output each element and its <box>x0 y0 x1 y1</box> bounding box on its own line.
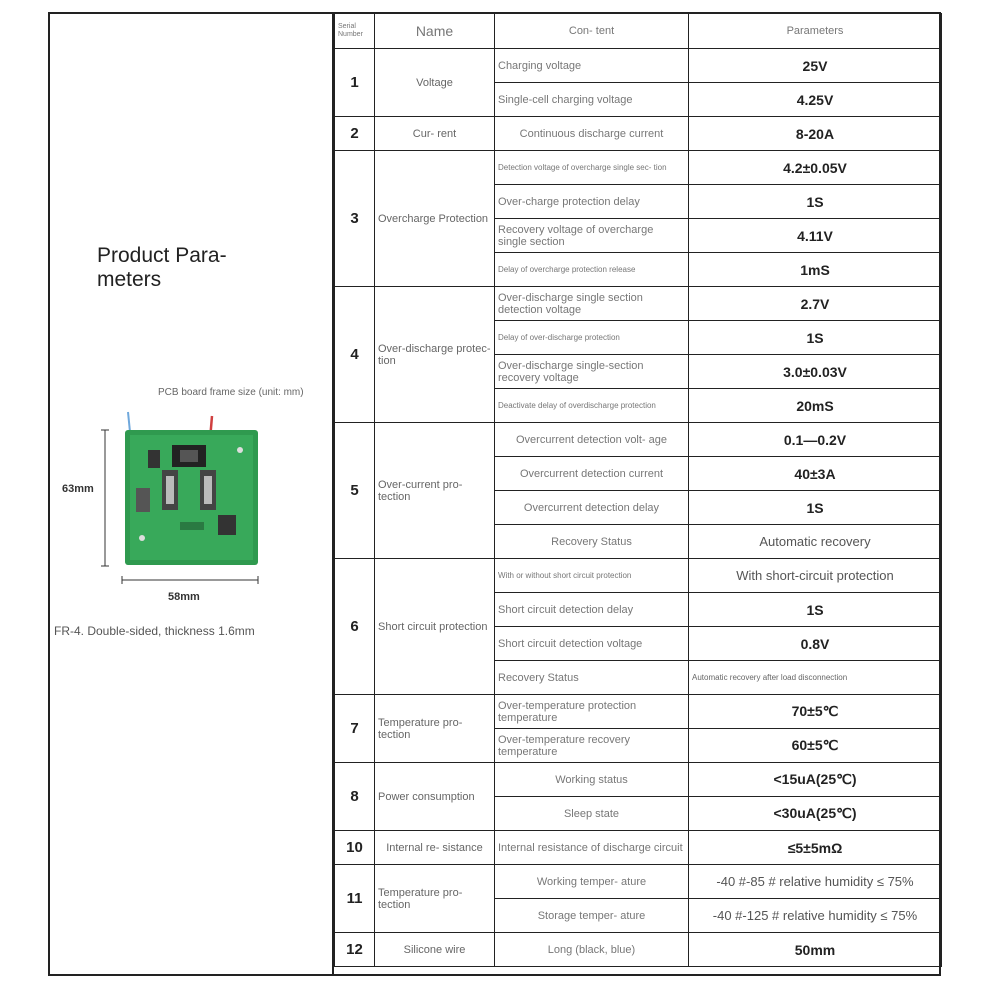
parameter-value-cell: Automatic recovery after load disconnection <box>689 661 942 695</box>
pcb-frame-caption: PCB board frame size (unit: mm) <box>158 387 304 398</box>
serial-number-cell: 11 <box>335 865 375 933</box>
parameter-value-cell: 40±3A <box>689 457 942 491</box>
table-header-row <box>335 14 942 49</box>
parameter-value-cell: Automatic recovery <box>689 525 942 559</box>
parameter-value-cell: ≤5±5mΩ <box>689 831 942 865</box>
parameter-value-cell: 60±5℃ <box>689 729 942 763</box>
content-cell: Working status <box>495 763 689 797</box>
parameter-value-cell: 4.25V <box>689 83 942 117</box>
content-cell: Recovery Status <box>495 525 689 559</box>
content-cell: Over-discharge single section detection voltage <box>495 287 689 321</box>
table-row <box>335 117 942 151</box>
parameter-value-cell: -40 #-125 # relative humidity ≤ 75% <box>689 899 942 933</box>
serial-number-cell: 4 <box>335 287 375 423</box>
name-cell: Short circuit protection <box>375 559 495 695</box>
header-name: Name <box>375 14 495 49</box>
parameter-value-cell: 50mm <box>689 933 942 967</box>
content-cell: Internal resistance of discharge circuit <box>495 831 689 865</box>
parameter-value-cell: 20mS <box>689 389 942 423</box>
name-cell: Temperature pro- tection <box>375 865 495 933</box>
content-cell: Storage temper- ature <box>495 899 689 933</box>
content-cell: Deactivate delay of overdischarge protection <box>495 389 689 423</box>
name-cell: Internal re- sistance <box>375 831 495 865</box>
parameter-value-cell: 2.7V <box>689 287 942 321</box>
table-row <box>335 933 942 967</box>
content-cell: Short circuit detection delay <box>495 593 689 627</box>
table-row <box>335 831 942 865</box>
content-cell: Short circuit detection voltage <box>495 627 689 661</box>
pcb-material-note: FR-4. Double-sided, thickness 1.6mm <box>54 624 255 638</box>
name-cell: Over-current pro- tection <box>375 423 495 559</box>
serial-number-cell: 10 <box>335 831 375 865</box>
content-cell: Over-charge protection delay <box>495 185 689 219</box>
pcb-width-label: 58mm <box>168 591 200 603</box>
content-cell: Charging voltage <box>495 49 689 83</box>
header-serial: Serial Number <box>335 14 375 49</box>
serial-number-cell: 1 <box>335 49 375 117</box>
parameter-value-cell: 1S <box>689 593 942 627</box>
serial-number-cell: 2 <box>335 117 375 151</box>
serial-number-cell: 12 <box>335 933 375 967</box>
serial-number-cell: 5 <box>335 423 375 559</box>
parameter-value-cell: 0.1—0.2V <box>689 423 942 457</box>
name-cell: Voltage <box>375 49 495 117</box>
header-parameters: Parameters <box>689 14 942 49</box>
serial-number-cell: 3 <box>335 151 375 287</box>
content-cell: Working temper- ature <box>495 865 689 899</box>
parameter-value-cell: 70±5℃ <box>689 695 942 729</box>
name-cell: Cur- rent <box>375 117 495 151</box>
content-cell: Over-temperature recovery temperature <box>495 729 689 763</box>
name-cell: Silicone wire <box>375 933 495 967</box>
parameter-value-cell: 1S <box>689 321 942 355</box>
content-cell: With or without short circuit protection <box>495 559 689 593</box>
table-row <box>335 287 942 321</box>
parameters-table-body <box>335 14 942 967</box>
table-row <box>335 865 942 899</box>
serial-number-cell: 8 <box>335 763 375 831</box>
content-cell: Long (black, blue) <box>495 933 689 967</box>
content-cell: Recovery Status <box>495 661 689 695</box>
parameter-value-cell: <15uA(25℃) <box>689 763 942 797</box>
table-row <box>335 151 942 185</box>
parameter-value-cell: 25V <box>689 49 942 83</box>
table-row <box>335 49 942 83</box>
name-cell: Temperature pro- tection <box>375 695 495 763</box>
parameter-value-cell: -40 #-85 # relative humidity ≤ 75% <box>689 865 942 899</box>
content-cell: Over-temperature protection temperature <box>495 695 689 729</box>
parameter-value-cell: With short-circuit protection <box>689 559 942 593</box>
serial-number-cell: 6 <box>335 559 375 695</box>
content-cell: Overcurrent detection current <box>495 457 689 491</box>
pcb-board-image <box>100 410 270 590</box>
content-cell: Over-discharge single-section recovery voltage <box>495 355 689 389</box>
content-cell: Overcurrent detection delay <box>495 491 689 525</box>
parameter-value-cell: 3.0±0.03V <box>689 355 942 389</box>
table-row <box>335 559 942 593</box>
parameter-value-cell: 8-20A <box>689 117 942 151</box>
content-cell: Overcurrent detection volt- age <box>495 423 689 457</box>
parameter-value-cell: 1S <box>689 491 942 525</box>
product-parameters-title: Product Para- meters <box>97 244 227 291</box>
table-row <box>335 763 942 797</box>
name-cell: Overcharge Protection <box>375 151 495 287</box>
content-cell: Single-cell charging voltage <box>495 83 689 117</box>
content-cell: Delay of overcharge protection release <box>495 253 689 287</box>
table-row <box>335 695 942 729</box>
content-cell: Sleep state <box>495 797 689 831</box>
header-content: Con- tent <box>495 14 689 49</box>
content-cell: Continuous discharge current <box>495 117 689 151</box>
name-cell: Over-discharge protec- tion <box>375 287 495 423</box>
parameter-value-cell: 0.8V <box>689 627 942 661</box>
content-cell: Recovery voltage of overcharge single section <box>495 219 689 253</box>
serial-number-cell: 7 <box>335 695 375 763</box>
parameter-value-cell: 1S <box>689 185 942 219</box>
pcb-height-label: 63mm <box>62 483 94 495</box>
parameter-value-cell: 4.11V <box>689 219 942 253</box>
parameter-value-cell: 4.2±0.05V <box>689 151 942 185</box>
content-cell: Detection voltage of overcharge single sec- tion <box>495 151 689 185</box>
parameter-value-cell: 1mS <box>689 253 942 287</box>
parameter-value-cell: <30uA(25℃) <box>689 797 942 831</box>
table-row <box>335 423 942 457</box>
parameters-table <box>334 13 942 967</box>
content-cell: Delay of over-discharge protection <box>495 321 689 355</box>
name-cell: Power consumption <box>375 763 495 831</box>
